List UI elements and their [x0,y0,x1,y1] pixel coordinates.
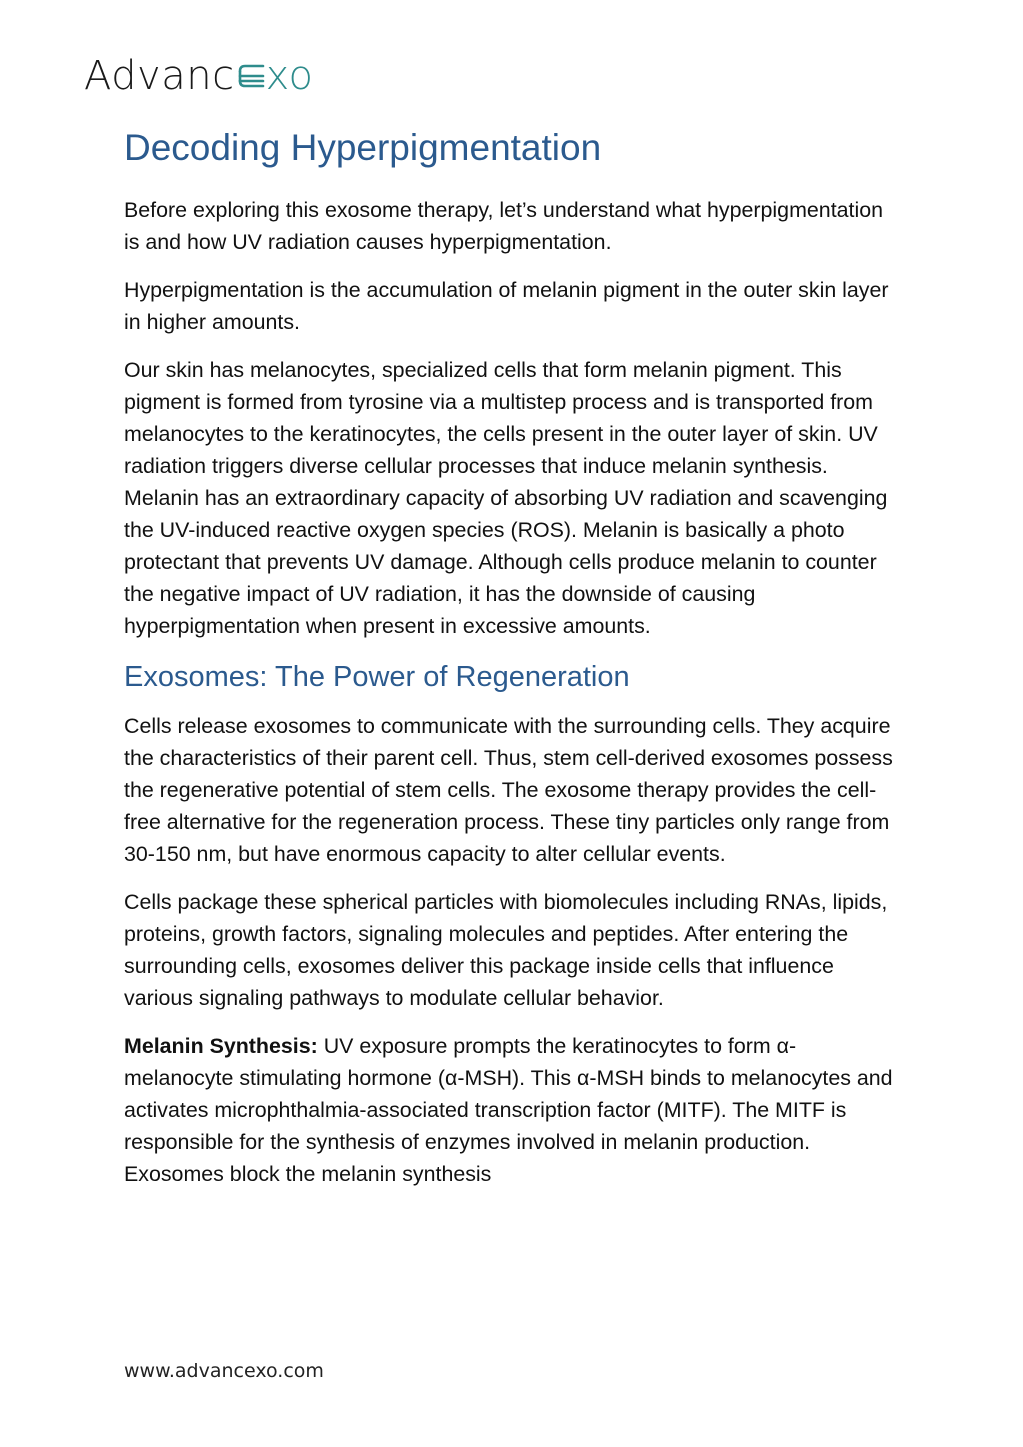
melanin-synthesis-text: UV exposure prompts the keratinocytes to form α-melanocyte stimulating hormone (α-MSH). This α-MSH binds to melanocytes and activates microphthalmia-associated transcription factor (MITF). The MITF is responsible for the synthesis of enzymes involved in melanin production. Exosomes block the melanin synthesis [124,1034,893,1186]
melanin-synthesis-label: Melanin Synthesis: [124,1034,318,1058]
intro-paragraph: Our skin has melanocytes, specialized cells that form melanin pigment. This pigment is formed from tyrosine via a multistep process and is transported from melanocytes to the keratinocytes, the cells present in the outer layer of skin. UV radiation triggers diverse cellular processes that induce melanin synthesis. Melanin has an extraordinary capacity of absorbing UV radiation and scavenging the UV-induced reactive oxygen species (ROS). Melanin is basically a photo protectant that prevents UV damage. Although cells produce melanin to counter the negative impact of UV radiation, it has the downside of causing hyperpigmentation when present in excessive amounts. [124,358,888,638]
document-body [124,124,904,1206]
melanin-synthesis-paragraph [124,1030,904,1190]
section-heading: Exosomes: The Power of Regeneration [124,661,630,693]
stacked-e-lines-icon [237,61,265,91]
intro-paragraph: Hyperpigmentation is the accumulation of melanin pigment in the outer skin layer in higher amounts. [124,278,889,334]
section-paragraph: Cells package these spherical particles with biomolecules including RNAs, lipids, proteins, growth factors, signaling molecules and peptides. After entering the surrounding cells, exosomes deliver this package inside cells that influence various signaling pathways to modulate cellular behavior. [124,890,888,1010]
intro-paragraph: Before exploring this exosome therapy, let’s understand what hyperpigmentation is and how UV radiation causes hyperpigmentation. [124,198,884,254]
logo-text-part2: xo [265,53,314,99]
brand-logo [84,53,314,99]
footer-url: www.advancexo.com [124,1360,324,1382]
page-title: Decoding Hyperpigmentation [124,127,602,168]
section-paragraph: Cells release exosomes to communicate with the surrounding cells. They acquire the characteristics of their parent cell. Thus, stem cell-derived exosomes possess the regenerative potential of stem cells. The exosome therapy provides the cell-free alternative for the regeneration process. These tiny particles only range from 30-150 nm, but have enormous capacity to alter cellular events. [124,714,893,866]
logo-text-part1: Advanc [84,53,235,99]
